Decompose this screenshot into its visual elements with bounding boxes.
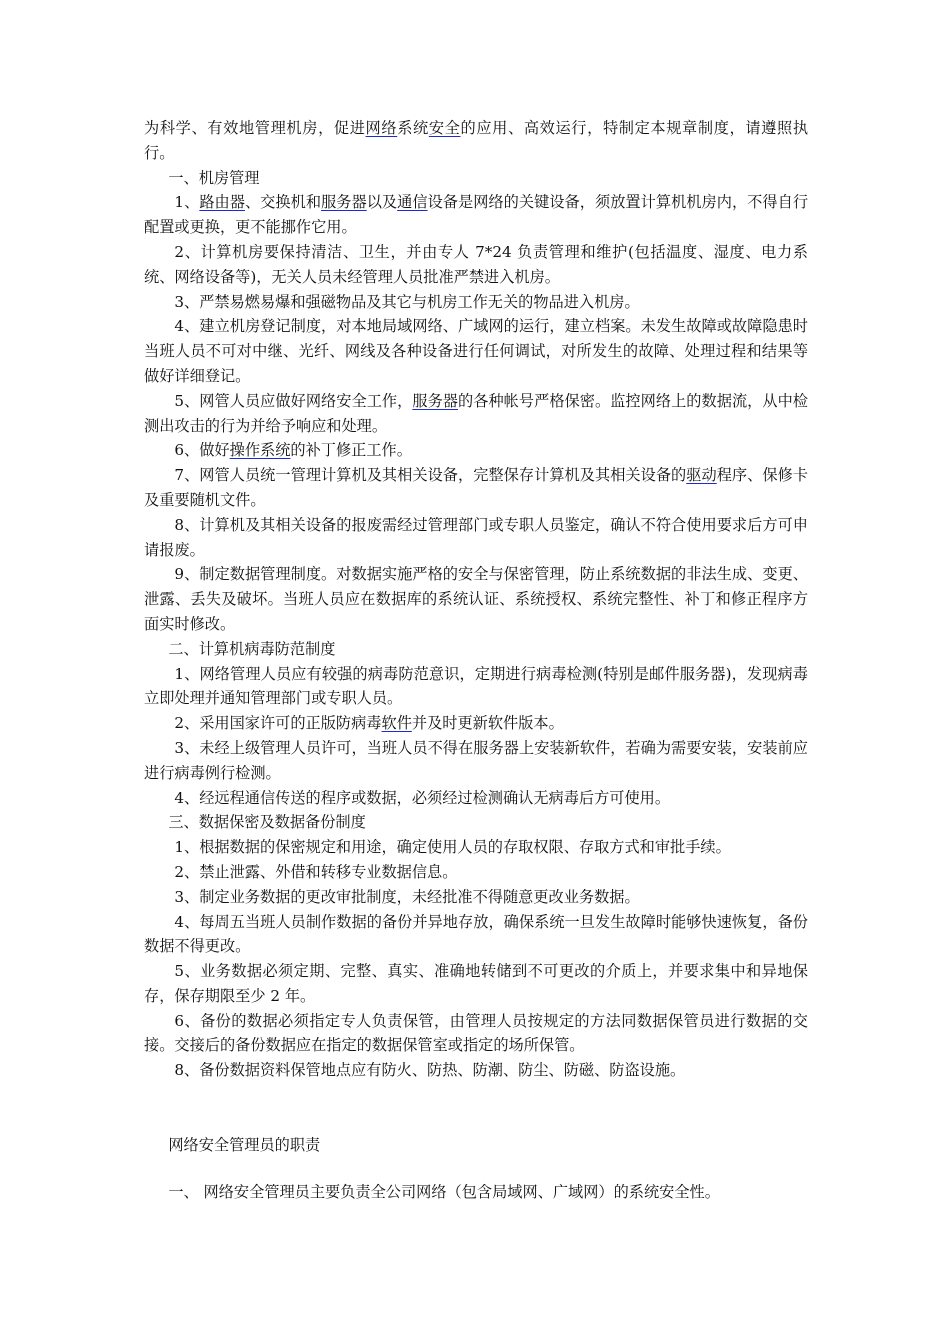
item-text: 5、网管人员应做好网络安全工作， — [174, 391, 413, 410]
list-item: 2、禁止泄露、外借和转移专业数据信息。 — [174, 862, 458, 881]
item-text: 、交换机和 — [244, 193, 322, 212]
duties-title: 网络安全管理员的职责 — [168, 1136, 321, 1155]
intro-text: 为科学、有效地管理机房，促进 — [144, 119, 366, 137]
security-link[interactable]: 安全 — [428, 119, 461, 137]
item-text: 以及 — [366, 193, 398, 212]
list-item: 2、计算机房要保持清洁、卫生，并由专人 7*24 负责管理和维护(包括温度、湿度、电力系统、网络设备等)，无关人员未经管理人员批准严禁进入机房。 — [144, 242, 808, 286]
intro-text: 的应用、高效运行，特制定本规章制度，请遵照执行。 — [144, 119, 809, 162]
list-item: 9、制定数据管理制度。对数据实施严格的安全与保密管理，防止系统数据的非法生成、变更、泄露、丢失及破坏。当班人员应在数据库的系统认证、系统授权、系统完整性、补丁和修正程序方面实时修改。 — [144, 565, 808, 633]
item-text: 7、网管人员统一管理计算机及其相关设备，完整保存计算机及其相关设备的 — [174, 466, 687, 485]
duties-item: 一、 网络安全管理员主要负责全公司网络（包含局域网、广域网）的系统安全性。 — [168, 1182, 720, 1201]
router-link[interactable]: 路由器 — [199, 193, 245, 212]
item-text: 1、 — [174, 193, 200, 212]
list-item: 1、根据数据的保密规定和用途，确定使用人员的存取权限、存取方式和审批手续。 — [174, 838, 731, 857]
list-item: 3、未经上级管理人员许可，当班人员不得在服务器上安装新软件，若确为需要安装，安装前应进行病毒例行检测。 — [144, 738, 808, 782]
item-text: 程序、保修卡及重要随机文件。 — [144, 466, 808, 509]
spacer — [144, 1158, 808, 1180]
intro-text: 系统 — [397, 119, 429, 137]
network-link[interactable]: 网络 — [365, 119, 398, 137]
item-text: 2、采用国家许可的正版防病毒 — [174, 714, 382, 733]
list-item: 8、计算机及其相关设备的报废需经过管理部门或专职人员鉴定，确认不符合使用要求后方可申请报废。 — [144, 515, 808, 559]
list-item — [144, 711, 808, 736]
item-text: 设备是网络的关键设备，须放置计算机机房内，不得自行配置或更换，更不能挪作它用。 — [144, 193, 809, 237]
list-item: 5、业务数据必须定期、完整、真实、准确地转储到不可更改的介质上，并要求集中和异地保存，保存期限至少 2 年。 — [144, 962, 808, 1005]
server-link[interactable]: 服务器 — [412, 391, 459, 410]
list-item — [144, 190, 808, 240]
communication-link[interactable]: 通信 — [397, 193, 428, 212]
section-heading-virus-prevention: 二、计算机病毒防范制度 — [168, 639, 336, 658]
item-text: 的补丁修正工作。 — [290, 441, 412, 460]
item-text: 的各种帐号严格保密。监控网络上的数据流，从中检测出攻击的行为并给予响应和处理。 — [144, 391, 808, 435]
server-link[interactable]: 服务器 — [321, 193, 367, 212]
list-item: 3、制定业务数据的更改审批制度，未经批准不得随意更改业务数据。 — [174, 887, 640, 906]
list-item — [144, 463, 808, 513]
list-item: 4、每周五当班人员制作数据的备份并异地存放，确保系统一旦发生故障时能够快速恢复，备份数据不得更改。 — [144, 912, 808, 956]
software-link[interactable]: 软件 — [381, 714, 412, 733]
operating-system-link[interactable]: 操作系统 — [229, 441, 291, 460]
list-item: 4、经远程通信传送的程序或数据，必须经过检测确认无病毒后方可使用。 — [174, 788, 671, 807]
intro-paragraph — [144, 116, 808, 166]
list-item: 6、备份的数据必须指定专人负责保管，由管理人员按规定的方法同数据保管员进行数据的交接。交接后的备份数据应在指定的数据保管室或指定的场所保管。 — [144, 1011, 808, 1055]
item-text: 并及时更新软件版本。 — [411, 714, 564, 733]
list-item: 4、建立机房登记制度，对本地局域网络、广域网的运行，建立档案。未发生故障或故障隐患时当班人员不可对中继、光纤、网线及各种设备进行任何调试，对所发生的故障、处理过程和结果等做好详细登记。 — [144, 317, 808, 385]
item-text: 6、做好 — [174, 441, 230, 460]
driver-link[interactable]: 驱动 — [686, 466, 717, 485]
list-item: 1、网络管理人员应有较强的病毒防范意识，定期进行病毒检测(特别是邮件服务器)，发现病毒立即处理并通知管理部门或专职人员。 — [144, 664, 808, 708]
list-item — [144, 389, 808, 439]
section-heading-machine-room: 一、机房管理 — [168, 168, 260, 187]
section-heading-data-backup: 三、数据保密及数据备份制度 — [168, 813, 366, 832]
document-body — [144, 116, 808, 1205]
list-item — [144, 438, 808, 463]
list-item: 3、严禁易燃易爆和强磁物品及其它与机房工作无关的物品进入机房。 — [174, 292, 640, 311]
list-item: 8、备份数据资料保管地点应有防火、防热、防潮、防尘、防磁、防盗设施。 — [174, 1061, 686, 1080]
spacer — [144, 1083, 808, 1133]
